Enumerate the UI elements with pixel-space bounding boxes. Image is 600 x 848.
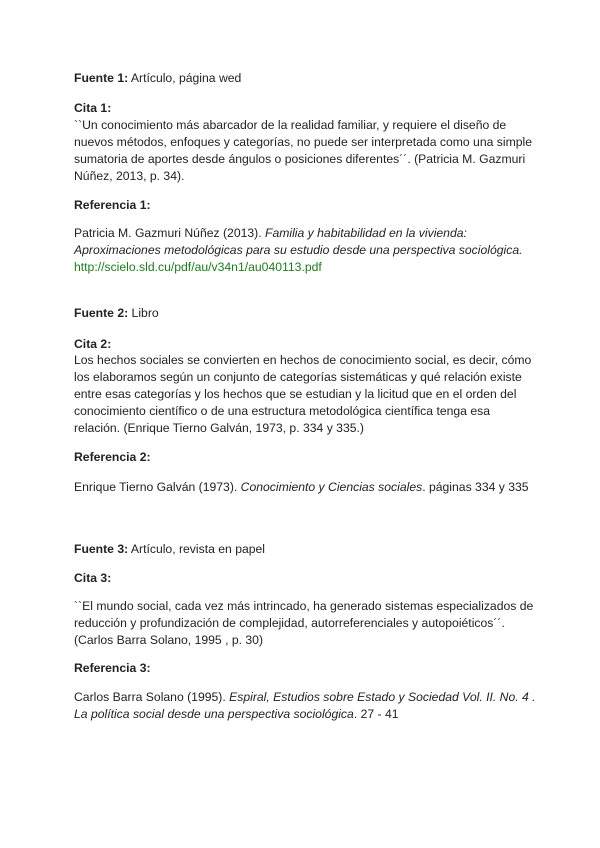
referencia-3-label: Referencia 3: <box>74 661 151 675</box>
referencia-2-line <box>74 479 529 495</box>
cita-2-line: Los hechos sociales se convierten en hechos de conocimiento social, es decir, cómo <box>74 353 532 367</box>
cita-1-line: sumatoria de aportes desde ángulos o posiciones diferentes´´. (Patricia M. Gazmuri <box>74 152 526 166</box>
fuente-2 <box>74 305 159 321</box>
referencia-1-url-link[interactable]: http://scielo.sld.cu/pdf/au/v34n1/au040113.pdf <box>74 260 322 274</box>
referencia-3-title-cont: La política social desde una perspectiva sociológica <box>74 707 354 721</box>
referencia-2-title: Conocimiento y Ciencias sociales <box>240 480 423 494</box>
cita-1-label: Cita 1: <box>74 101 112 115</box>
fuente-1-value: Artículo, página wed <box>128 71 242 85</box>
cita-2-line: entre esas categorías y los hechos que se estudian y la licitud que en el orden del <box>74 387 517 401</box>
referencia-2-label: Referencia 2: <box>74 450 151 464</box>
fuente-1 <box>74 70 241 86</box>
cita-2-line: los elaboramos según un conjunto de categorías sistemáticas y qué relación existe <box>74 370 522 384</box>
referencia-1-author: Patricia M. Gazmuri Núñez (2013). <box>74 226 266 240</box>
cita-1-line: nuevos métodos, enfoques y categorías, no puede ser interpretada como una simple <box>74 135 532 149</box>
referencia-3-line <box>74 689 536 705</box>
cita-1-line: ``Un conocimiento más abarcador de la realidad familiar, y requiere el diseño de <box>74 118 507 132</box>
fuente-3 <box>74 541 265 557</box>
cita-3-line: ``El mundo social, cada vez más intrincado, ha generado sistemas especializados de <box>74 599 534 613</box>
fuente-2-value: Libro <box>128 306 159 320</box>
referencia-3-line-2 <box>74 706 399 722</box>
referencia-3-tail: . 27 - 41 <box>353 707 399 721</box>
cita-2-line: conocimiento científico o de una estructura metodológica científica tenga esa <box>74 404 490 418</box>
referencia-1-label: Referencia 1: <box>74 198 151 212</box>
referencia-3-author: Carlos Barra Solano (1995). <box>74 690 230 704</box>
cita-2-label: Cita 2: <box>74 337 112 351</box>
referencia-1-line <box>74 225 467 241</box>
fuente-3-label: Fuente 3: <box>74 542 129 556</box>
referencia-1-title-cont: Aproximaciones metodológicas para su estudio desde una perspectiva sociológica. <box>74 243 523 257</box>
cita-3-line: (Carlos Barra Solano, 1995 , p. 30) <box>74 633 264 647</box>
fuente-2-label: Fuente 2: <box>74 306 129 320</box>
referencia-2-tail: . páginas 334 y 335 <box>422 480 529 494</box>
cita-2-line: relación. (Enrique Tierno Galván, 1973, p. 334 y 335.) <box>74 421 364 435</box>
referencia-1-title: Familia y habitabilidad en la vivienda: <box>265 226 467 240</box>
referencia-2-author: Enrique Tierno Galván (1973). <box>74 480 241 494</box>
cita-3-line: reducción y profundización de complejidad, autorreferenciales y autopoiéticos´´. <box>74 616 505 630</box>
cita-1-line: Núñez, 2013, p. 34). <box>74 169 185 183</box>
fuente-1-label: Fuente 1: <box>74 71 129 85</box>
referencia-3-title: Espiral, Estudios sobre Estado y Sociedad Vol. II. No. 4 . <box>229 690 536 704</box>
cita-3-label: Cita 3: <box>74 571 112 585</box>
fuente-3-value: Artículo, revista en papel <box>128 542 266 556</box>
